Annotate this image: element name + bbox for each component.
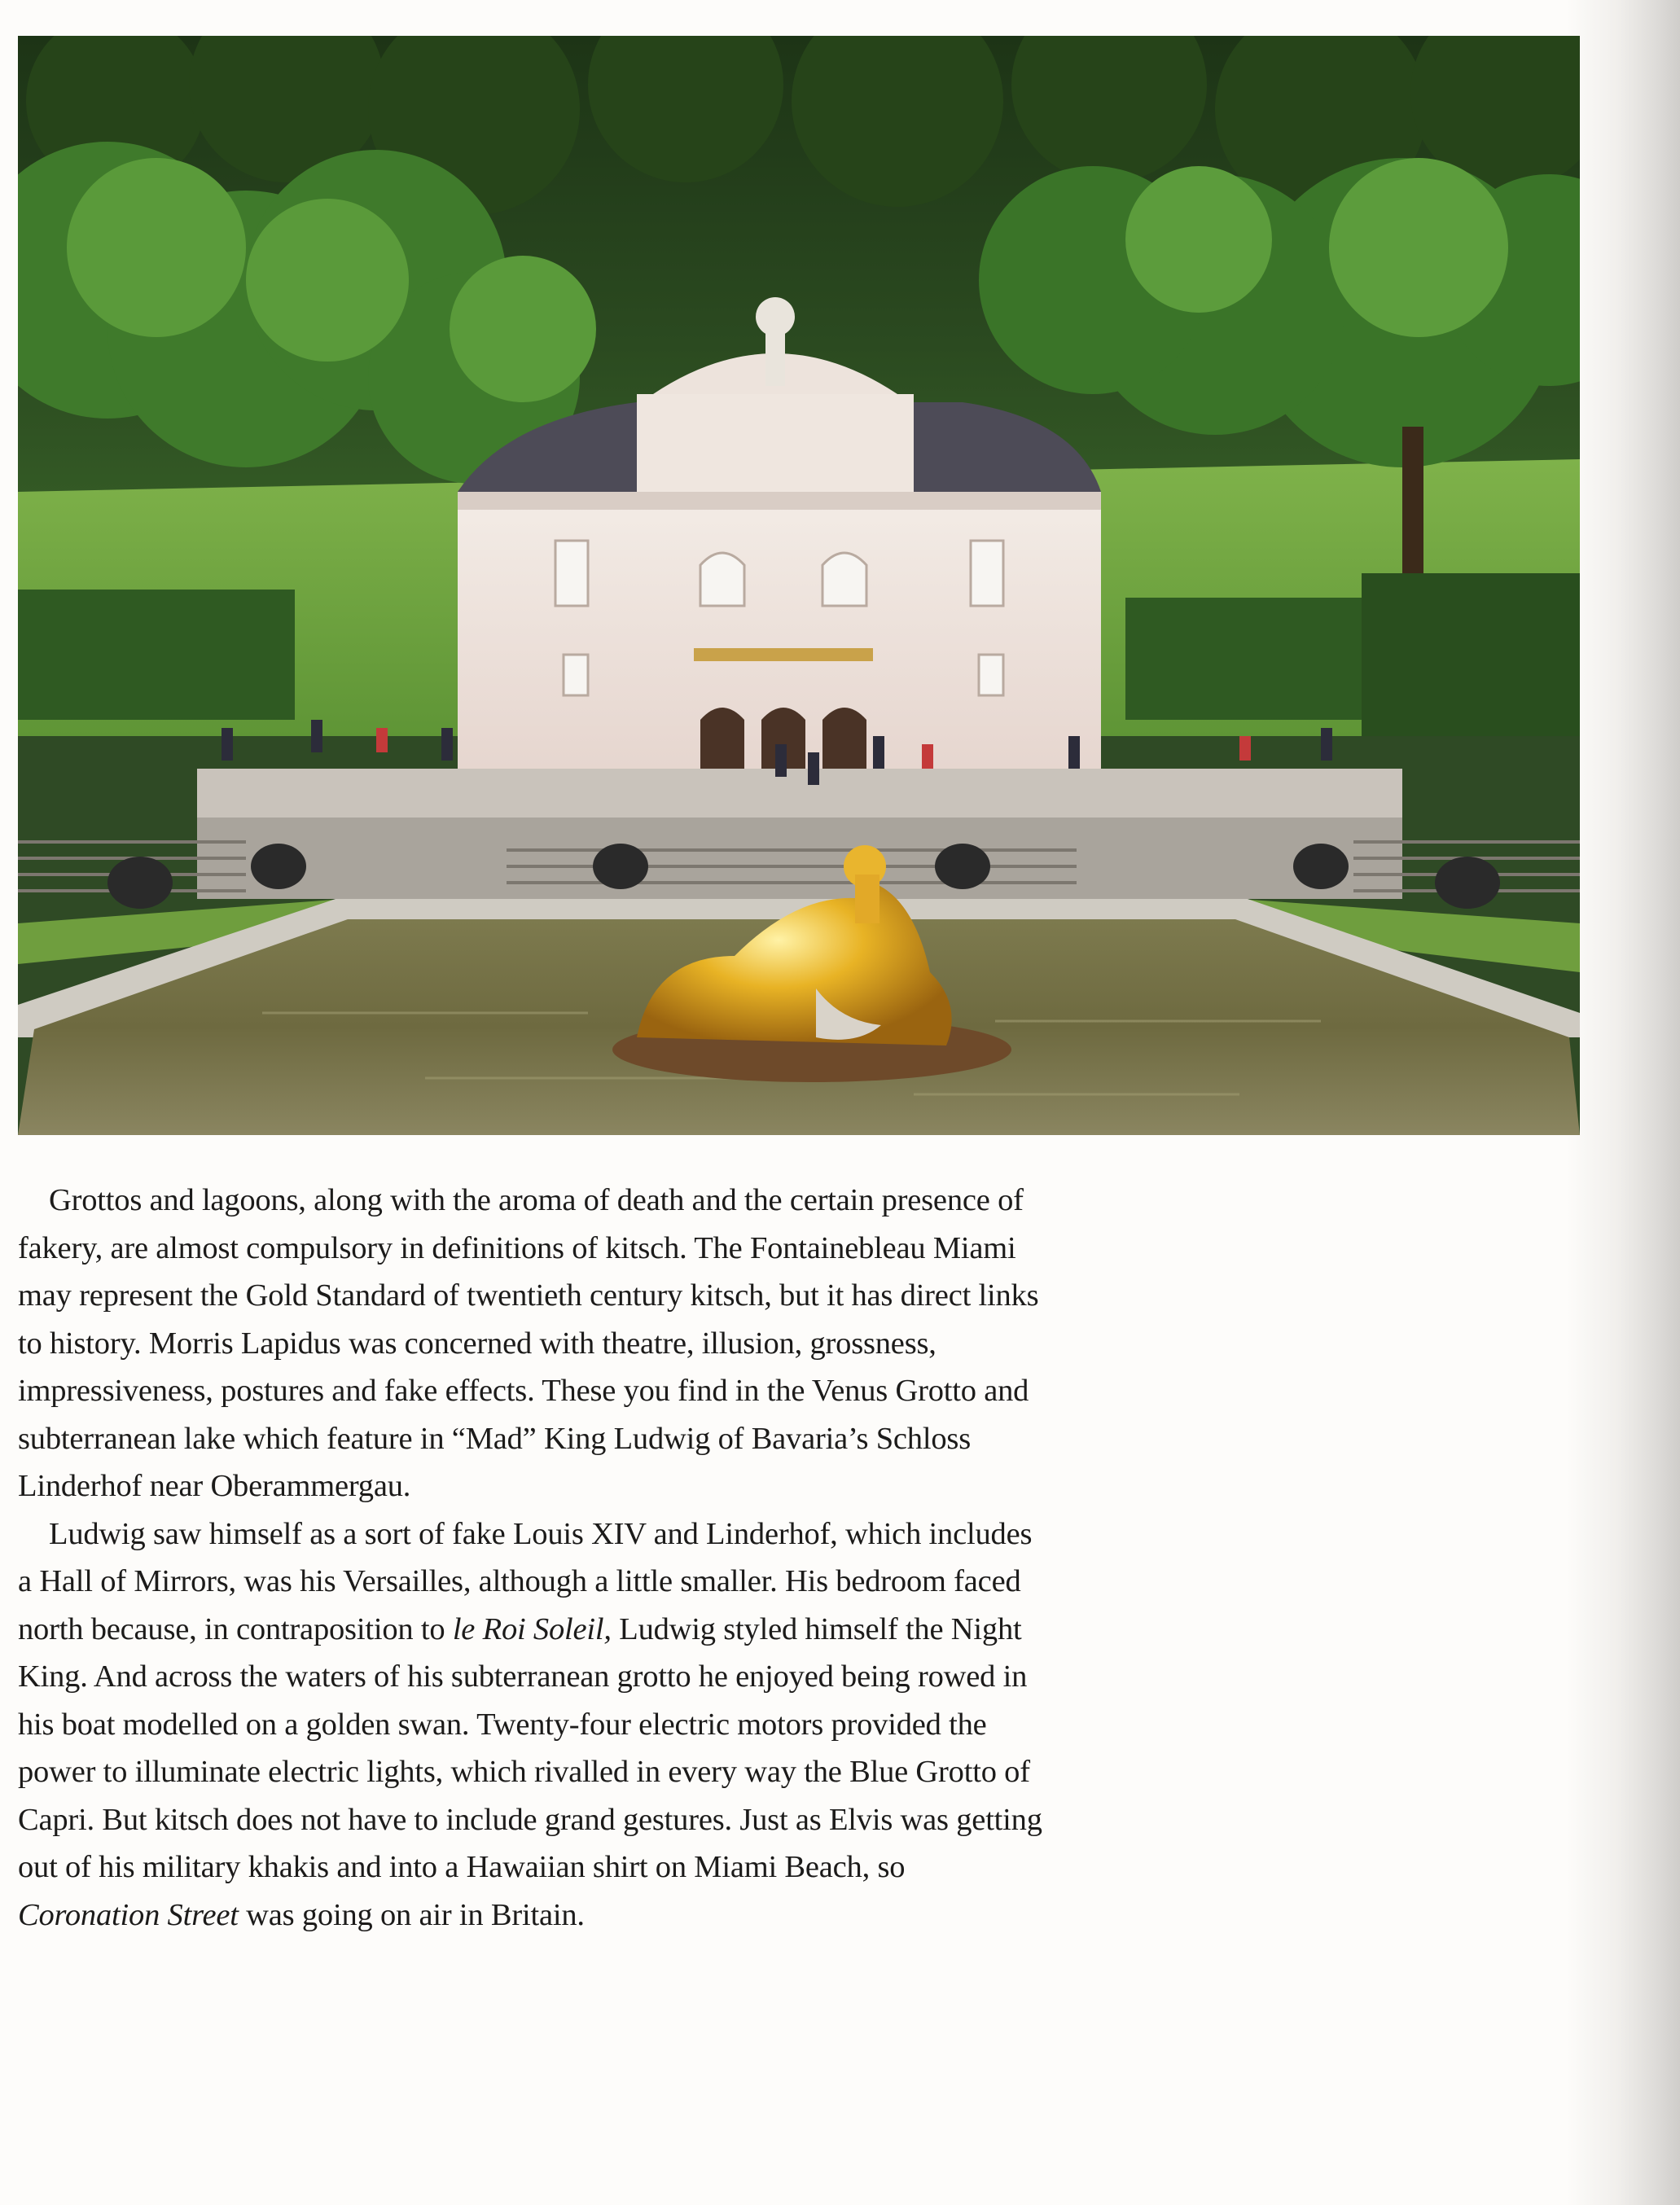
- paragraph-1: Grottos and lagoons, along with the aroma of death and the certain presence of fakery, are almost compulsory in definitions of kitsch. The Fontainebleau Miami may represent the Gold Standard of twentieth century kitsch, but it has direct links to history. Morris Lapidus was concerned with theatre, illusion, grossness, impressiveness, postures and fake effects. These you find in the Venus Grotto and subterranean lake which feature in “Mad” King Ludwig of Bavaria’s Schloss Linderhof near Oberammergau.: [18, 1183, 1039, 1503]
- paragraph-2-part-b: Ludwig styled himself the Night King. And across the waters of his subterranean grotto he enjoyed being rowed in his boat modelled on a golden swan. Twenty-four electric motors provided the power to illuminate electric lights, which rivalled in every way the Blue Grotto of Capri. But kitsch does not have to include grand gestures. Just as Elvis was getting out of his military khakis and into a Hawaiian shirt on Miami Beach, so: [18, 1611, 1042, 1884]
- italic-coronation-street: Coronation Street: [18, 1897, 239, 1932]
- page-gutter-shadow: [1566, 0, 1680, 2205]
- paragraph-2-part-c: was going on air in Britain.: [238, 1897, 585, 1932]
- castle-photo-illustration: [18, 36, 1580, 1135]
- paragraph-2: [18, 1510, 1046, 1940]
- castle-photo: [18, 36, 1580, 1135]
- italic-le-roi-soleil: le Roi Soleil,: [452, 1611, 612, 1646]
- paragraph-2-part-a: Ludwig saw himself as a sort of fake Louis XIV and Linderhof, which includes a Hall of Mirrors, was his Versailles, although a little smaller. His bedroom faced north because, in contraposition to: [18, 1516, 1033, 1646]
- body-text: [18, 1177, 1046, 1939]
